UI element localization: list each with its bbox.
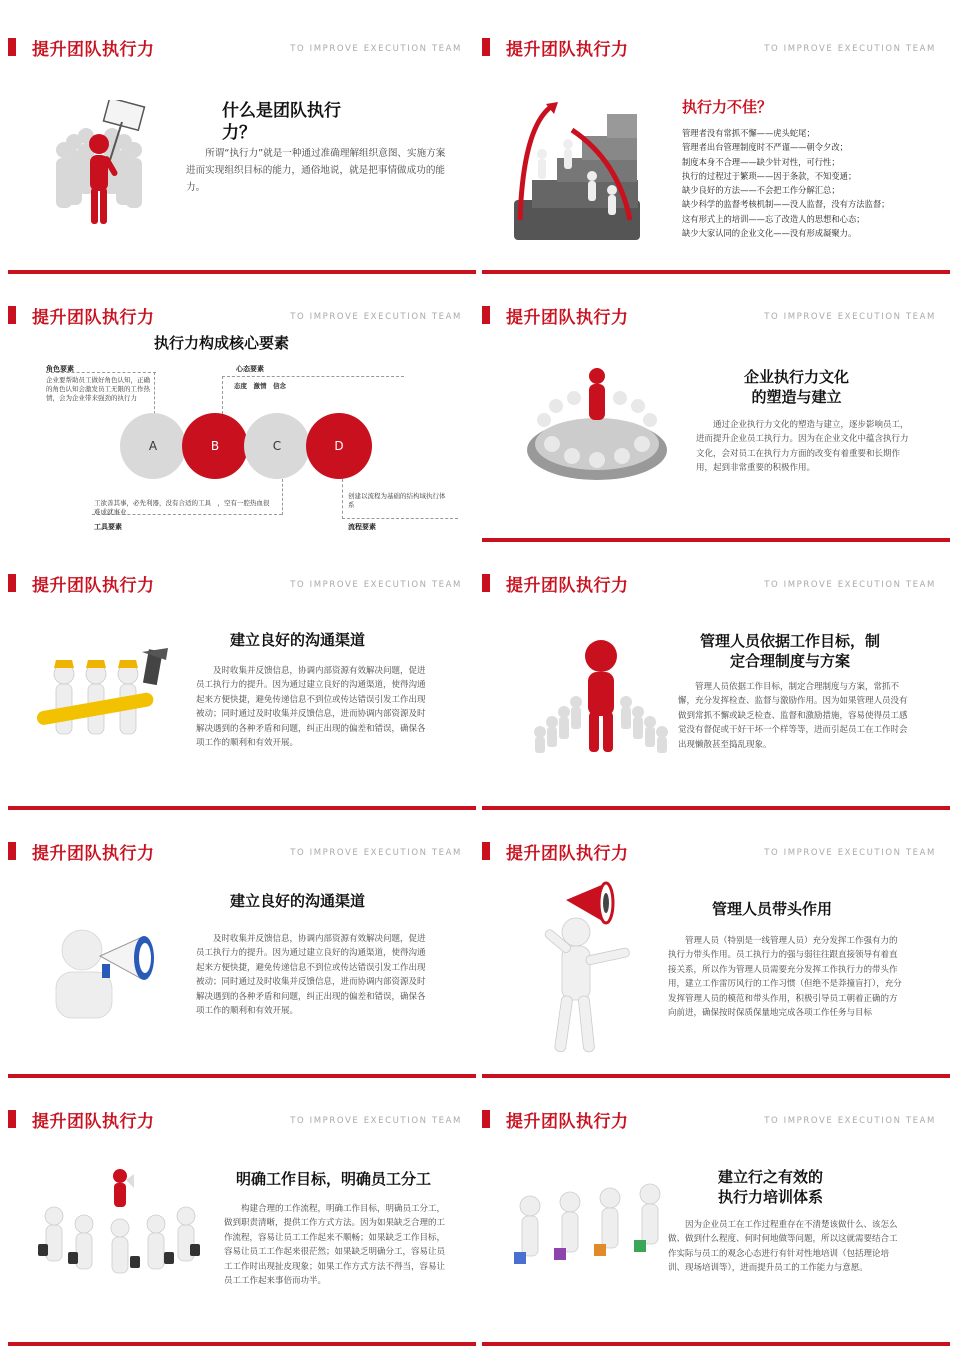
header-bar: [8, 38, 16, 56]
list-item: 管理者出台管理制度时不严谨——朝令夕改；: [682, 142, 848, 153]
header-title: 提升团队执行力: [506, 576, 629, 596]
slide-body: 管理人员依据工作目标，制定合理制度与方案，常抓不懈，充分发挥检查、监督与激励作用。因为如果管理人员没有做到常抓不懈或缺乏检查、监督和激励措施，容易使得员工感觉没有督促或干好干坏一个样等等，进而引起员工在工作时会出现懒散甚至捣乱现象。: [678, 682, 908, 750]
header-bar: [8, 306, 16, 324]
header-subtitle: TO IMPROVE EXECUTION TEAM: [290, 312, 462, 322]
role-label: 角色要素: [46, 365, 74, 373]
header-title: 提升团队执行力: [32, 40, 155, 60]
stairs-arrow-illustration: [512, 100, 642, 245]
role-connector-v: [154, 372, 155, 414]
slide-9: [8, 1080, 476, 1348]
slide-body: 因为企业员工在工作过程重存在不清楚该做什么、该怎么做、做到什么程度、何时何地做等问题，所以这就需要结合工作实际与员工的观念心态进行有针对性地培训（包括理论培训、现场培训等），进而提升员工的工作能力与意愿。: [668, 1220, 898, 1274]
header-subtitle: TO IMPROVE EXECUTION TEAM: [764, 312, 936, 322]
slide-7: [8, 812, 476, 1080]
mind-label: 心态要素: [236, 365, 264, 373]
header-title: 提升团队执行力: [32, 576, 155, 596]
header-bar: [482, 1110, 490, 1128]
bottom-line: [482, 538, 950, 542]
slide-title: [718, 1168, 823, 1207]
header-subtitle: TO IMPROVE EXECUTION TEAM: [764, 580, 936, 590]
list-item: 缺少大家认同的企业文化——没有形成凝聚力。: [682, 227, 857, 238]
team-with-tool-illustration: [34, 646, 174, 756]
tool-label: 工具要素: [94, 523, 122, 531]
header-bar: [8, 842, 16, 860]
slide-title: 建立良好的沟通渠道: [230, 631, 366, 649]
header-title: 提升团队执行力: [506, 844, 629, 864]
list-item: 管理者没有常抓不懈——虎头蛇尾；: [682, 128, 815, 138]
meeting-circle-illustration: [522, 360, 672, 490]
leader-megaphone-illustration: [532, 880, 652, 1060]
header-title: 提升团队执行力: [32, 1112, 155, 1132]
crowd-with-sign-illustration: [44, 100, 154, 230]
slide-title-line1: 管理人员依据工作目标，制: [699, 632, 880, 650]
bottom-line: [8, 806, 476, 810]
slide-title: [222, 100, 341, 144]
bottom-line: [482, 1342, 950, 1346]
element-b: B: [182, 413, 248, 479]
bottom-line: [482, 1074, 950, 1078]
slide-title: 管理人员带头作用: [712, 900, 833, 918]
slide-body: 及时收集并反馈信息，协调内部资源有效解决问题，促进员工执行力的提升。因为通过建立良好的沟通渠道，使得沟通起来方便快捷，避免传递信息不到位或传达错误引发工作出现被动；同时通过及时收集并反馈信息，进而协调内部资源及时解决遇到的各种矛盾和问题，纠正出现的偏差和错误，确保各项工作的顺利和有效开展。: [196, 934, 426, 1017]
header-subtitle: TO IMPROVE EXECUTION TEAM: [290, 580, 462, 590]
slide-title-line2: 力？: [222, 123, 256, 144]
header-subtitle: TO IMPROVE EXECUTION TEAM: [290, 1116, 462, 1126]
header-title: 提升团队执行力: [32, 844, 155, 864]
element-a: A: [120, 413, 186, 479]
list-item: 这有形式上的培训——忘了改造人的思想和心态；: [682, 213, 865, 224]
element-d: D: [306, 413, 372, 479]
team-with-leader-illustration: [34, 1166, 204, 1296]
slide-title: 执行力构成核心要素: [154, 334, 290, 352]
slide-body: 管理人员（特别是一线管理人员）充分发挥工作强有力的执行力带头作用。员工执行力的强与弱往往跟直接领导有着直接关系，所以作为管理人员需要充分发挥工作执行力的带头作用，建立工作雷厉风行的工作习惯（但绝不是莽撞盲打），充分发挥管理人员的模范和带头作用，积极引导员工朝着正确的方向前进，确保按时保质保量地完成各项工作任务与目标: [668, 936, 902, 1019]
header-subtitle: TO IMPROVE EXECUTION TEAM: [290, 44, 462, 54]
mind-connector: [222, 376, 404, 377]
slide-title-line2: 的塑造与建立: [751, 387, 842, 406]
header-subtitle: TO IMPROVE EXECUTION TEAM: [764, 44, 936, 54]
header-title: 提升团队执行力: [506, 1112, 629, 1132]
list-item: 执行的过程过于繁琐——因于条款，不知变通；: [682, 170, 857, 181]
process-connector-v: [342, 479, 343, 519]
mind-text: 态度 激情 信念: [234, 382, 286, 390]
header-bar: [482, 38, 490, 56]
list-item: 制度本身不合理——缺少针对性，可行性；: [682, 156, 840, 167]
header-bar: [8, 1110, 16, 1128]
slide-10: [482, 1080, 950, 1348]
slide-body: 构建合理的工作流程，明确工作目标，明确员工分工，做到职责清晰，提供工作方式方法。因为如果缺乏合理的工作流程，容易让员工工作起来不顺畅；如果缺乏工作目标，容易让员工工作起来很茫然；如果缺乏明确分工，容易让员工工作时出现扯皮现象；如果工作方式方法不得当，容易让员工工作起来事倍而功半。: [224, 1204, 446, 1287]
slide-title-line2: 定合理制度与方案: [729, 651, 850, 670]
slide-title: 执行力不佳？: [682, 98, 773, 116]
tool-text: 工欲善其事，必先利器，没有合适的工具 ，空有一腔热血很难成就事业: [94, 499, 270, 517]
problem-list: [682, 126, 942, 240]
slide-title: 明确工作目标，明确员工分工: [236, 1170, 432, 1188]
leader-pyramid-illustration: [526, 636, 676, 756]
slide-6: [482, 544, 950, 812]
process-text: 创建以流程为基础的结构域执行体系: [348, 492, 446, 510]
header-subtitle: TO IMPROVE EXECUTION TEAM: [290, 848, 462, 858]
header-title: 提升团队执行力: [506, 40, 629, 60]
slide-3: [8, 276, 476, 544]
bottom-line: [482, 270, 950, 274]
element-c: C: [244, 413, 310, 479]
process-label: 流程要素: [348, 523, 376, 531]
slide-1: [8, 8, 476, 276]
list-item: 缺少良好的方法——不会把工作分解汇总；: [682, 185, 840, 196]
process-connector: [342, 518, 458, 519]
header-bar: [482, 842, 490, 860]
header-subtitle: TO IMPROVE EXECUTION TEAM: [764, 1116, 936, 1126]
slide-title: [682, 632, 898, 671]
slide-2: [482, 8, 950, 276]
slide-title-line1: 建立行之有效的: [718, 1168, 824, 1186]
slide-title: 建立良好的沟通渠道: [230, 892, 366, 910]
slide-title-line2: 执行力培训体系: [718, 1187, 824, 1206]
slide-body: 通过企业执行力文化的塑造与建立，逐步影响员工，进而提升企业员工执行力。因为在企业文化中蕴含执行力文化，会对员工在执行力方面的改变有着重要和长期作用，起到非常重要的积极作用。: [696, 420, 909, 474]
header-bar: [8, 574, 16, 592]
role-connector: [46, 372, 156, 373]
slide-title: [744, 368, 849, 407]
role-text: 企业要帮助员工做好角色认知，正确的角色认知会激发员工无限的工作热情，会为企业带来强劲的执行力: [46, 376, 150, 403]
slide-title-line1: 什么是团队执行: [222, 101, 341, 121]
list-item: 缺少科学的监督考核机制——没人监督，没有方法监督；: [682, 199, 890, 210]
slide-4: [482, 276, 950, 544]
bottom-line: [8, 1342, 476, 1346]
slide-8: [482, 812, 950, 1080]
slide-5: [8, 544, 476, 812]
tool-connector-v: [282, 479, 283, 515]
bottom-line: [8, 1074, 476, 1078]
megaphone-person-illustration: [48, 920, 168, 1020]
bottom-line: [8, 270, 476, 274]
header-bar: [482, 574, 490, 592]
header-title: 提升团队执行力: [506, 308, 629, 328]
painters-illustration: [510, 1180, 670, 1290]
header-title: 提升团队执行力: [32, 308, 155, 328]
bottom-line: [482, 806, 950, 810]
slide-body: 及时收集并反馈信息，协调内部资源有效解决问题，促进员工执行力的提升。因为通过建立良好的沟通渠道，使得沟通起来方便快捷，避免传递信息不到位或传达错误引发工作出现被动；同时通过及时收集并反馈信息，进而协调内部资源及时解决遇到的各种矛盾和问题，纠正出现的偏差和错误，确保各项工作的顺利和有效开展。: [196, 666, 426, 749]
mind-connector-v: [222, 376, 223, 414]
header-subtitle: TO IMPROVE EXECUTION TEAM: [764, 848, 936, 858]
header-bar: [482, 306, 490, 324]
slide-body: 所谓“执行力”就是一种通过准确理解组织意图、实施方案进而实现组织目标的能力，通俗地说，就是把事情做成功的能力。: [186, 148, 446, 193]
slide-title-line1: 企业执行力文化: [744, 368, 850, 386]
